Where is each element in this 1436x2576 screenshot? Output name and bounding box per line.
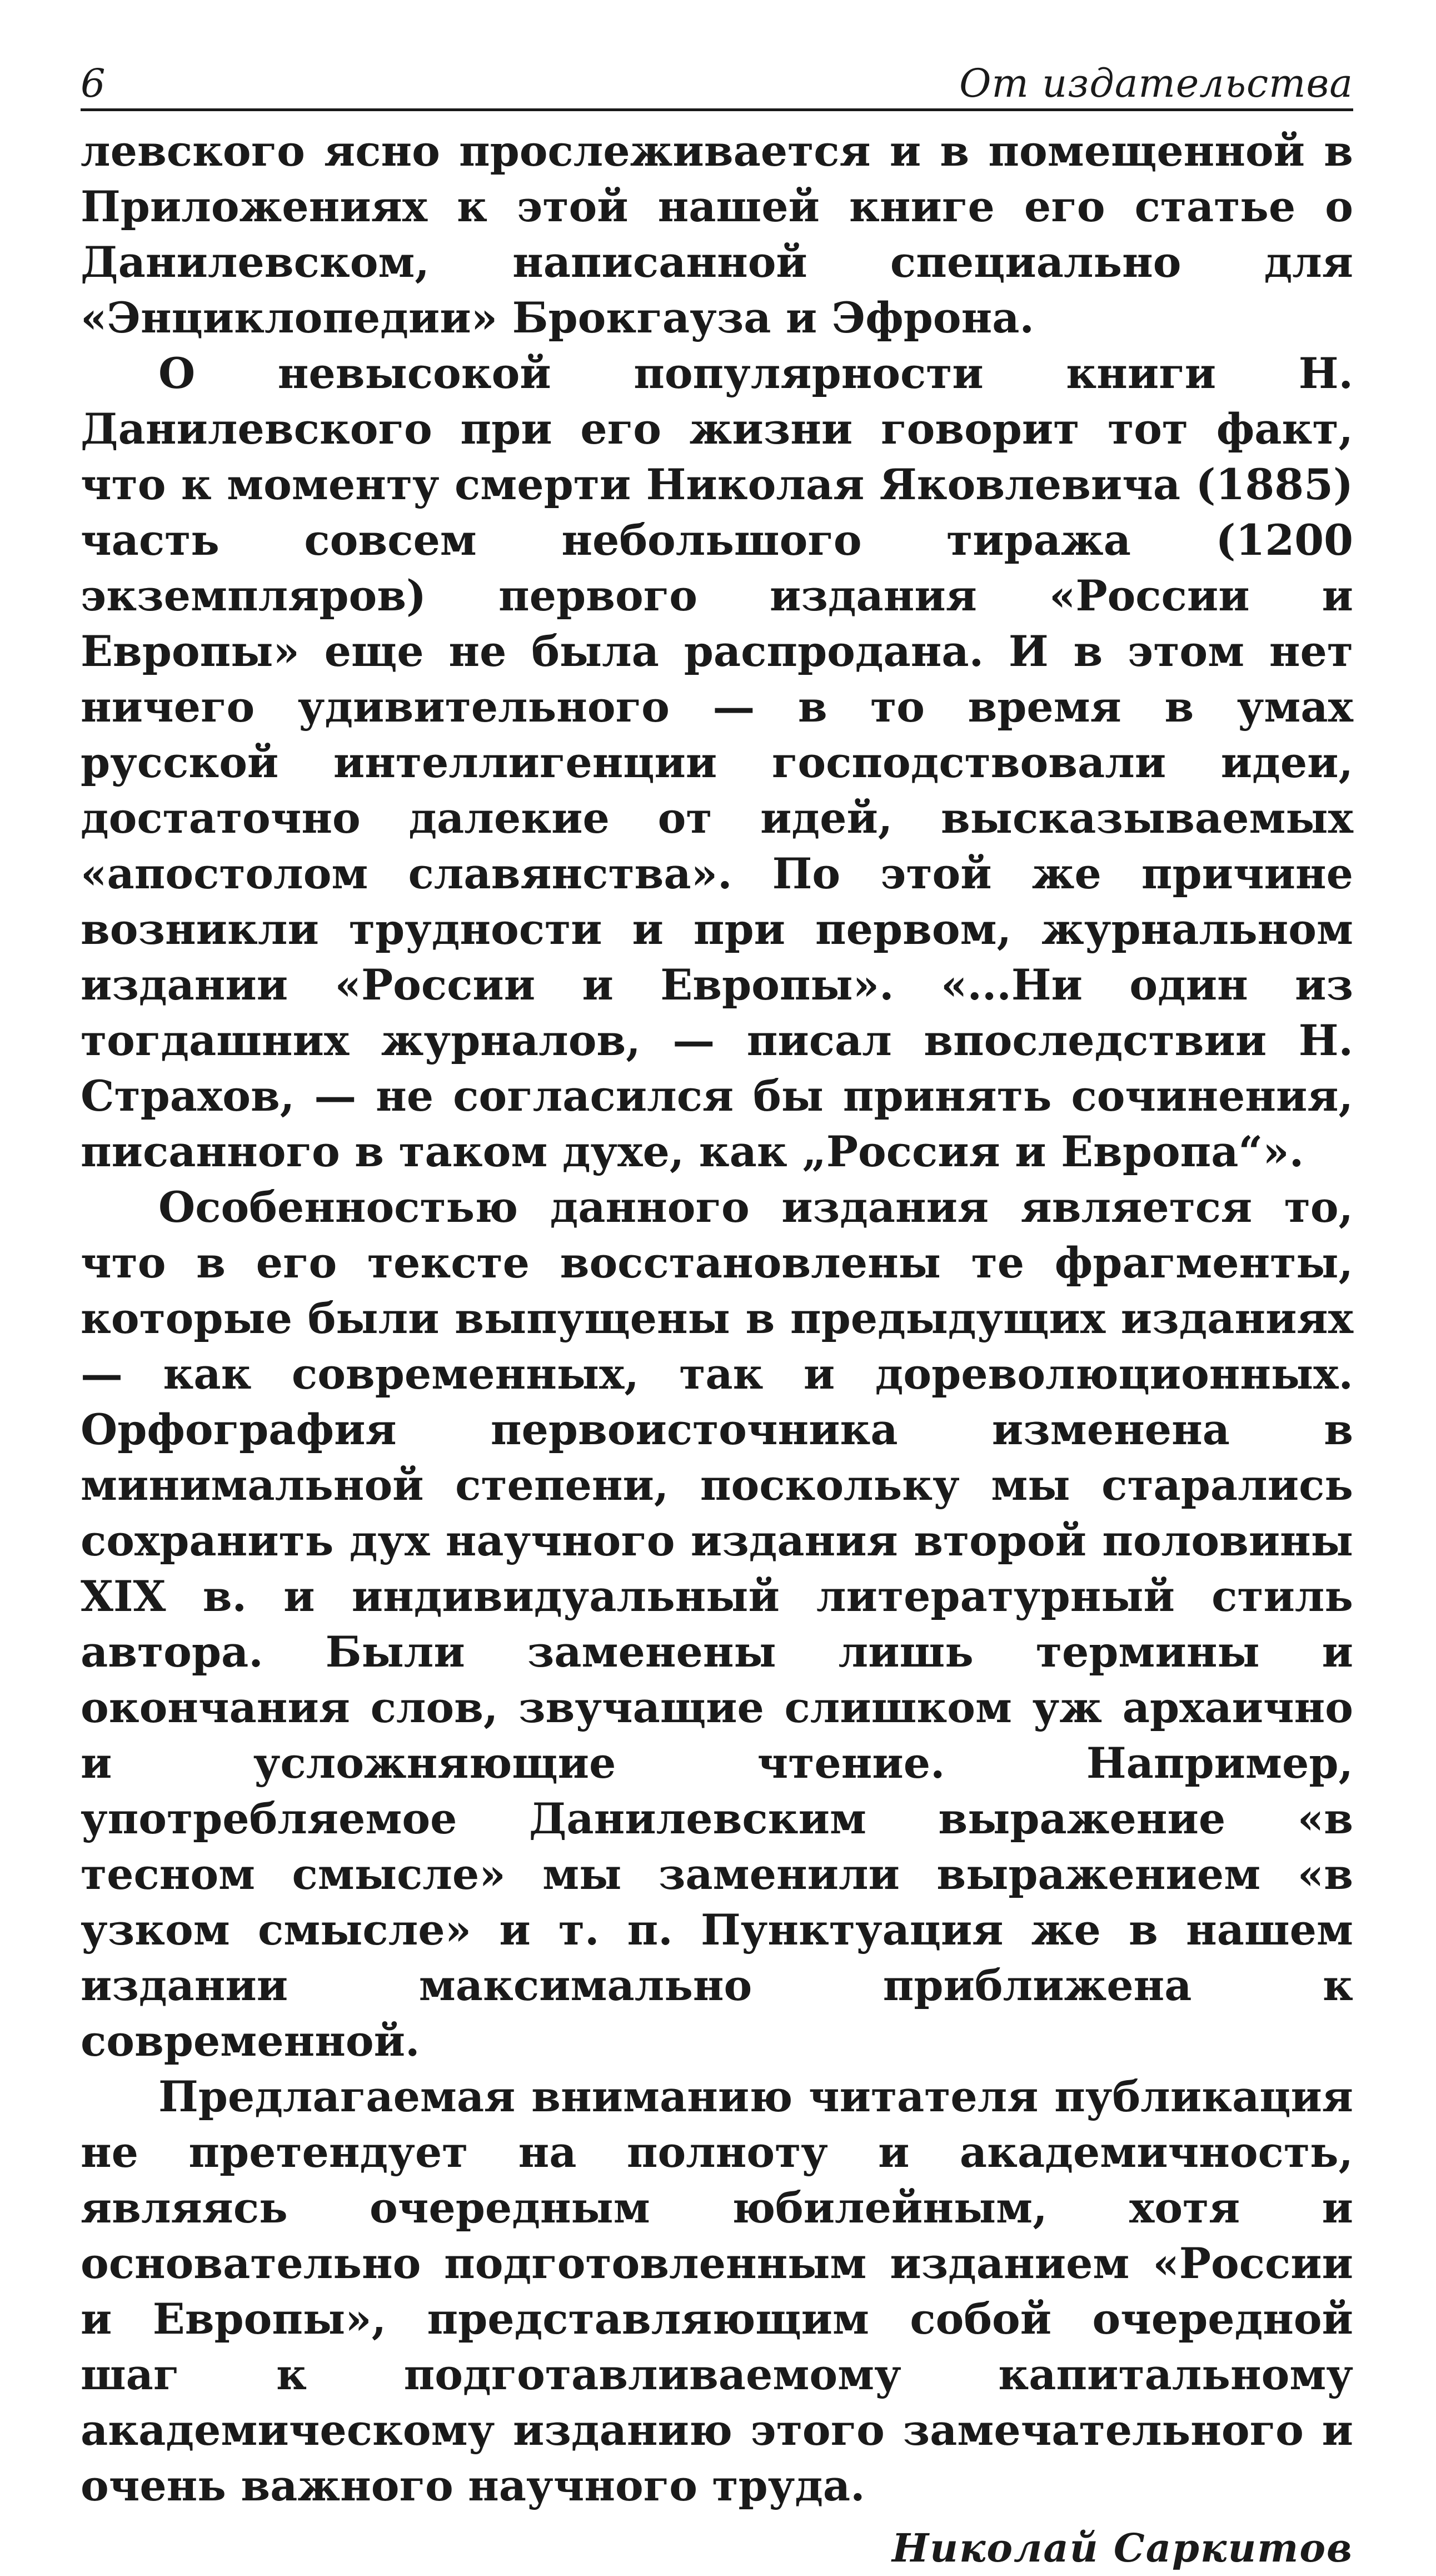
paragraph: О невысокой популярности книги Н. Данилевского при его жизни говорит тот факт, что к моменту смерти Николая Яковлевича (1885) часть совсем небольшого тиража (1200 экземпляров) первого издания «России и Европы» еще не была распродана. И в этом нет ничего удивительного — в то время в умах русской интеллигенции господствовали идеи, достаточно далекие от идей, высказываемых «апостолом славянства». По этой же причине возникли трудности и при первом, журнальном издании «России и Европы». «...Ни один из тогдашних журналов, — писал впоследствии Н. Страхов, — не согласился бы принять сочинения, писанного в таком духе, как „Россия и Европа“».	[81, 349, 1353, 1176]
book-page	[81, 50, 1353, 2576]
section-title: От издательства	[959, 61, 1353, 106]
paragraph: Предлагаемая вниманию читателя публикация не претендует на полноту и академичность, являясь очередным юбилейным, хотя и основательно подготовленным изданием «России и Европы», представляющим собой очередной шаг к подготавливаемому капитальному академическому изданию этого замечательного и очень важного научного труда.	[81, 2072, 1353, 2510]
paragraph: Особенностью данного издания является то, что в его тексте восстановлены те фрагменты, которые были выпущены в предыдущих изданиях — как современных, так и дореволюционных. Орфография первоисточника изменена в минимальной степени, поскольку мы старались сохранить дух научного издания второй половины XIX в. и индивидуальный литературный стиль автора. Были заменены лишь термины и окончания слов, звучащие слишком уж архаично и усложняющие чтение. Например, употребляемое Данилевским выражение «в тесном смысле» мы заменили выражением «в узком смысле» и т. п. Пунктуация же в нашем издании максимально приближена к современной.	[81, 1182, 1353, 2066]
page-number: 6	[81, 61, 106, 106]
body-text	[81, 123, 1353, 2514]
paragraph-continued: левского ясно прослеживается и в помещенной в Приложениях к этой нашей книге его статье о Данилевском, написанной специально для «Энциклопедии» Брокгауза и Эфрона.	[81, 126, 1353, 342]
author-signature: Николай Саркитов	[892, 2525, 1353, 2571]
running-head	[81, 50, 1353, 111]
